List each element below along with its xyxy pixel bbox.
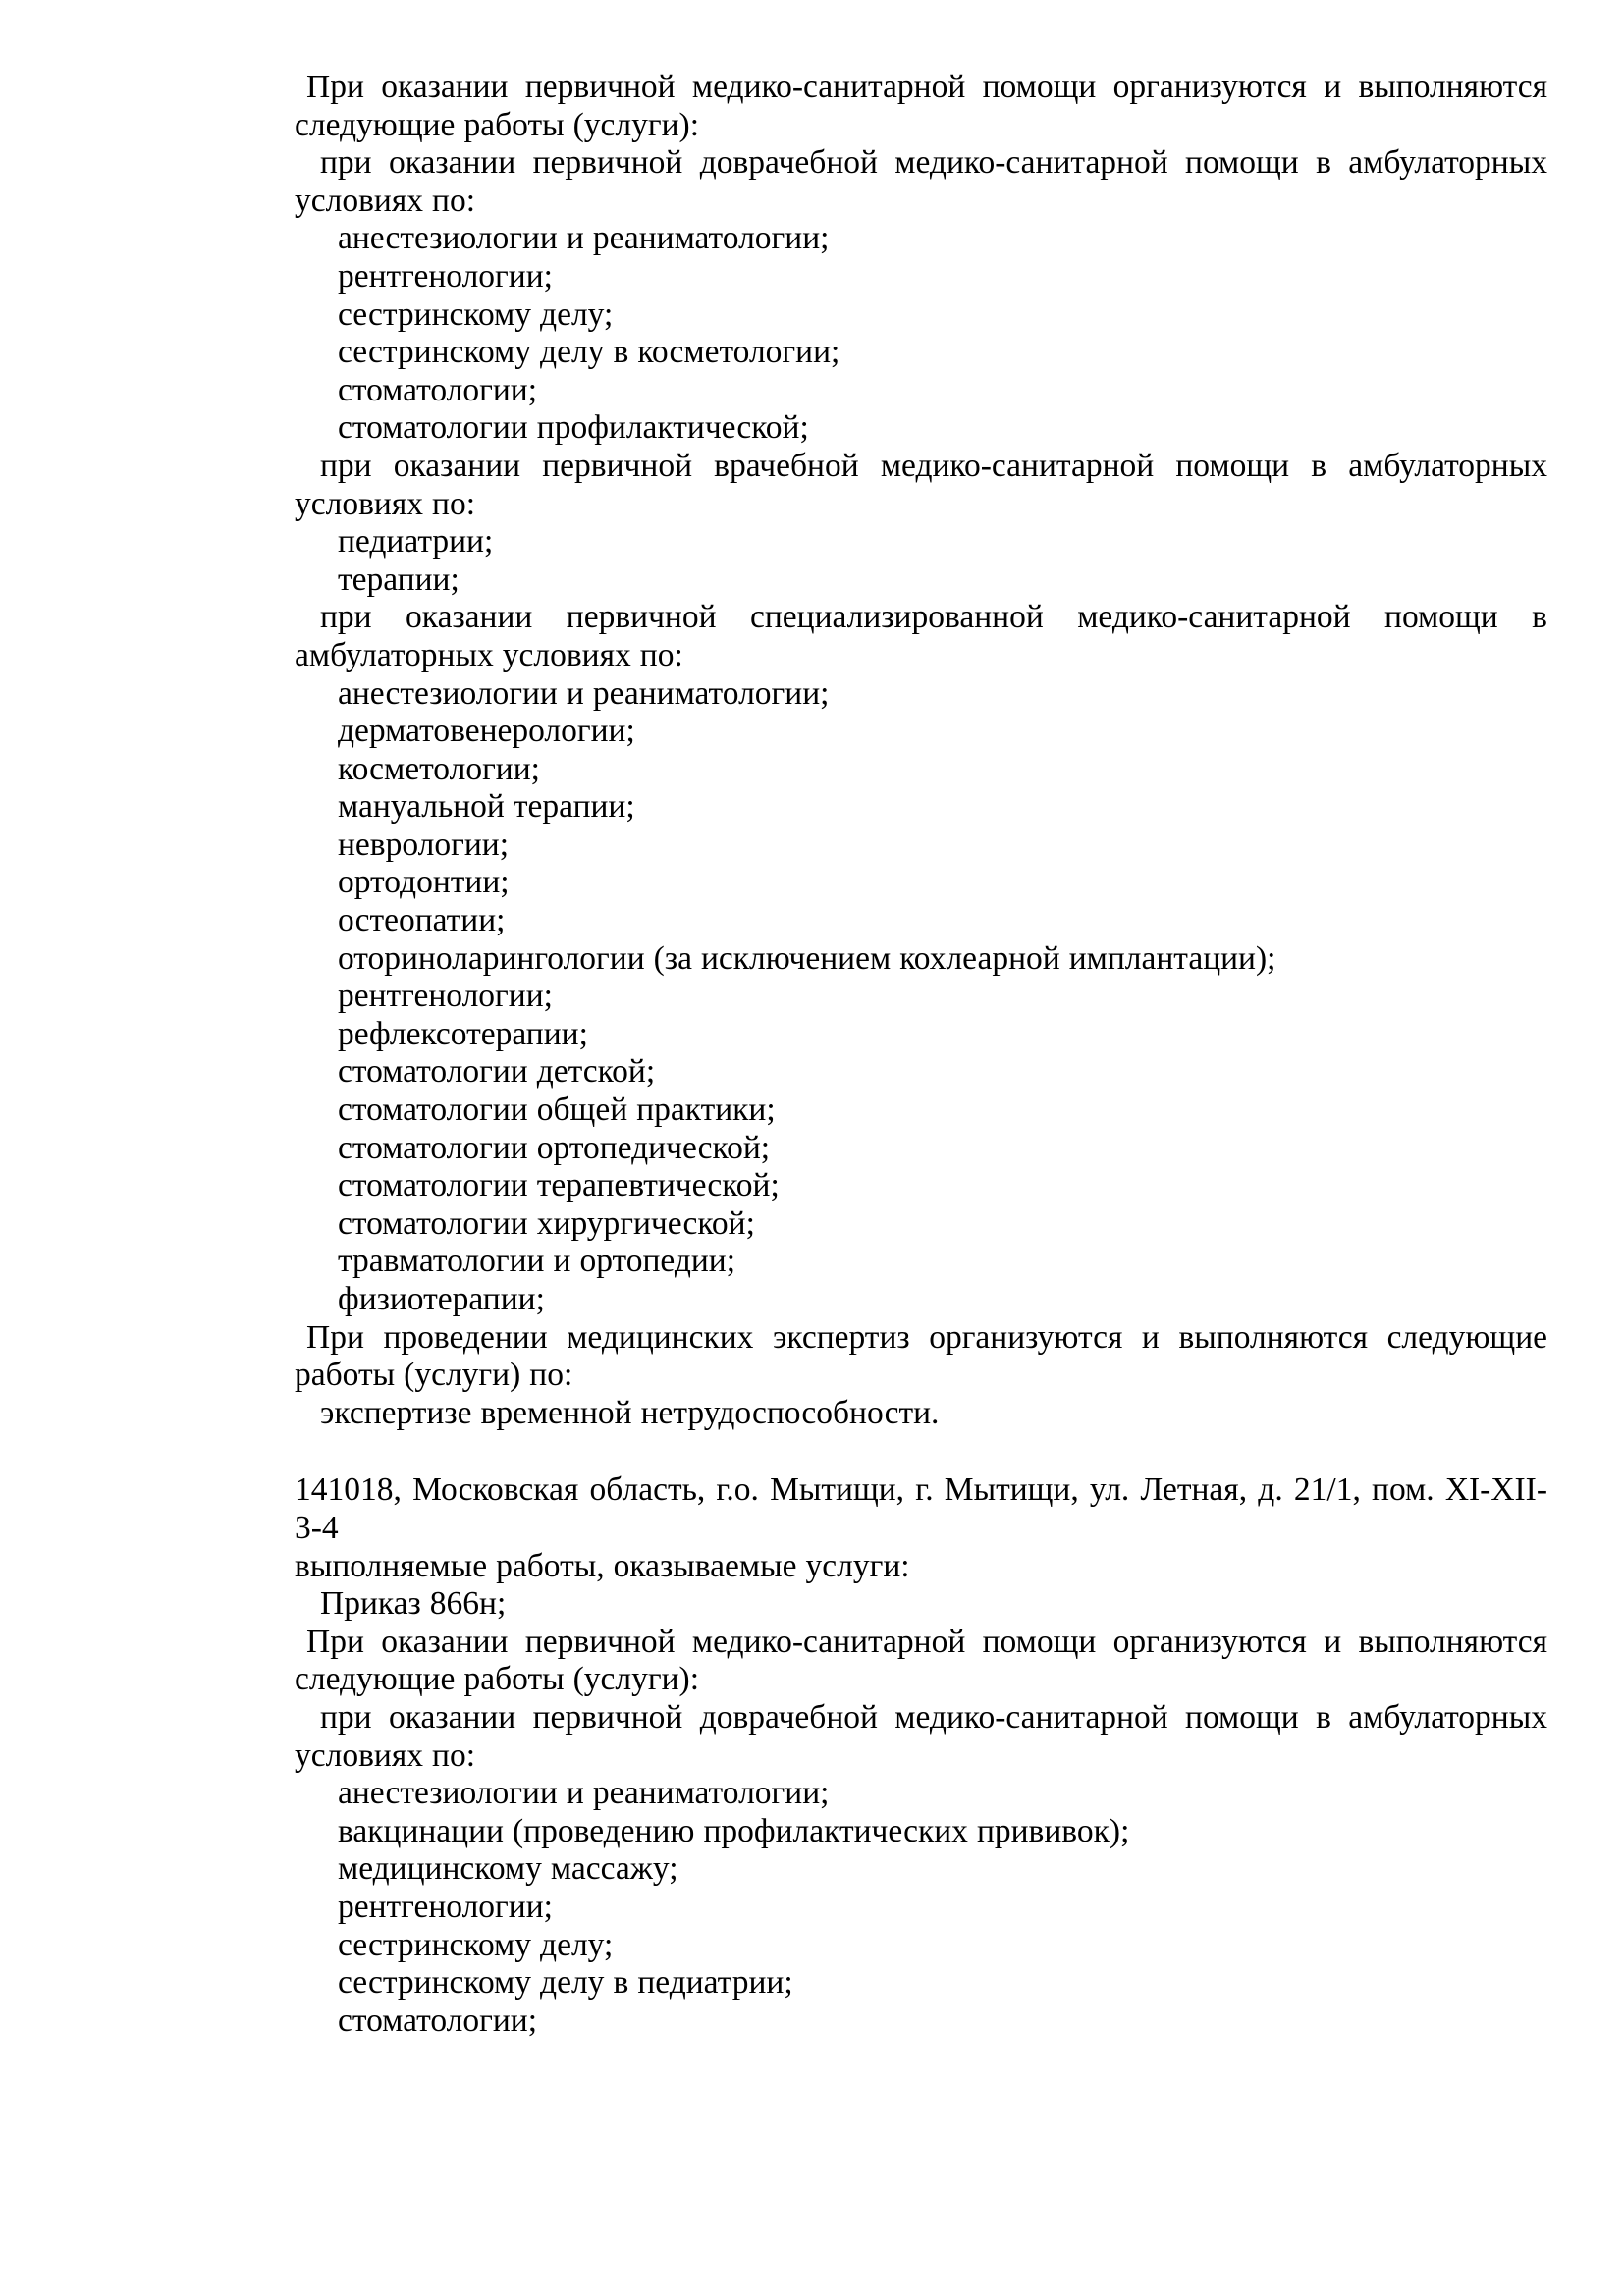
service-item: оториноларингологии (за исключением кохлеарной имплантации);: [338, 939, 1276, 977]
sub-paragraph: Приказ 866н;: [320, 1585, 507, 1623]
service-item: стоматологии;: [338, 2002, 538, 2039]
document-line: 141018, Московская область, г.о. Мытищи, г. Мытищи, ул. Летная, д. 21/1, пом. XI-XII-3-4: [295, 1471, 1547, 1546]
service-item: мануальной терапии;: [338, 788, 635, 826]
service-item: ортодонтии;: [338, 864, 510, 901]
service-item: стоматологии ортопедической;: [338, 1129, 771, 1166]
service-item: стоматологии хирургической;: [338, 1204, 755, 1242]
service-item: рентгенологии;: [338, 1888, 553, 1925]
paragraph: При проведении медицинских экспертиз организуются и выполняются следующие работы (услуги) по:: [295, 1318, 1547, 1394]
service-item: педиатрии;: [338, 523, 494, 561]
document-line: выполняемые работы, оказываемые услуги:: [295, 1547, 910, 1584]
service-item: стоматологии;: [338, 371, 538, 408]
service-item: рефлексотерапии;: [338, 1015, 588, 1052]
service-item: неврологии;: [338, 826, 510, 863]
service-item: стоматологии профилактической;: [338, 409, 809, 447]
service-item: сестринскому делу;: [338, 295, 614, 333]
sub-paragraph: экспертизе временной нетрудоспособности.: [320, 1394, 940, 1431]
paragraph-list: [295, 69, 1547, 2040]
service-item: стоматологии общей практики;: [338, 1092, 776, 1129]
service-item: анестезиологии и реаниматологии;: [338, 674, 830, 712]
service-item: анестезиологии и реаниматологии;: [338, 1775, 830, 1812]
paragraph: При оказании первичной медико-санитарной помощи организуются и выполняются следующие работы (услуги):: [295, 69, 1547, 143]
service-item: косметологии;: [338, 750, 540, 787]
service-item: сестринскому делу в педиатрии;: [338, 1964, 793, 2002]
service-item: травматологии и ортопедии;: [338, 1243, 736, 1280]
sub-paragraph: при оказании первичной доврачебной медико-санитарной помощи в амбулаторных условиях по:: [295, 1698, 1547, 1774]
service-item: физиотерапии;: [338, 1281, 545, 1317]
service-item: сестринскому делу в косметологии;: [338, 334, 840, 371]
service-item: терапии;: [338, 561, 460, 598]
sub-paragraph: при оказании первичной специализированной медико-санитарной помощи в амбулаторных условиях по:: [295, 599, 1547, 673]
service-item: медицинскому массажу;: [338, 1850, 678, 1888]
service-item: стоматологии детской;: [338, 1053, 656, 1091]
service-item: анестезиологии и реаниматологии;: [338, 220, 830, 257]
service-item: сестринскому делу;: [338, 1926, 614, 1963]
service-item: рентгенологии;: [338, 978, 553, 1015]
service-item: стоматологии терапевтической;: [338, 1167, 780, 1204]
paragraph: При оказании первичной медико-санитарной помощи организуются и выполняются следующие работы (услуги):: [295, 1623, 1547, 1698]
sub-paragraph: при оказании первичной доврачебной медико-санитарной помощи в амбулаторных условиях по:: [295, 144, 1547, 219]
service-item: вакцинации (проведению профилактических прививок);: [338, 1812, 1130, 1849]
sub-paragraph: при оказании первичной врачебной медико-санитарной помощи в амбулаторных условиях по:: [295, 447, 1547, 522]
service-item: остеопатии;: [338, 902, 506, 939]
service-item: рентгенологии;: [338, 257, 553, 294]
service-item: дерматовенерологии;: [338, 713, 635, 750]
section-gap: [295, 1432, 1547, 1471]
